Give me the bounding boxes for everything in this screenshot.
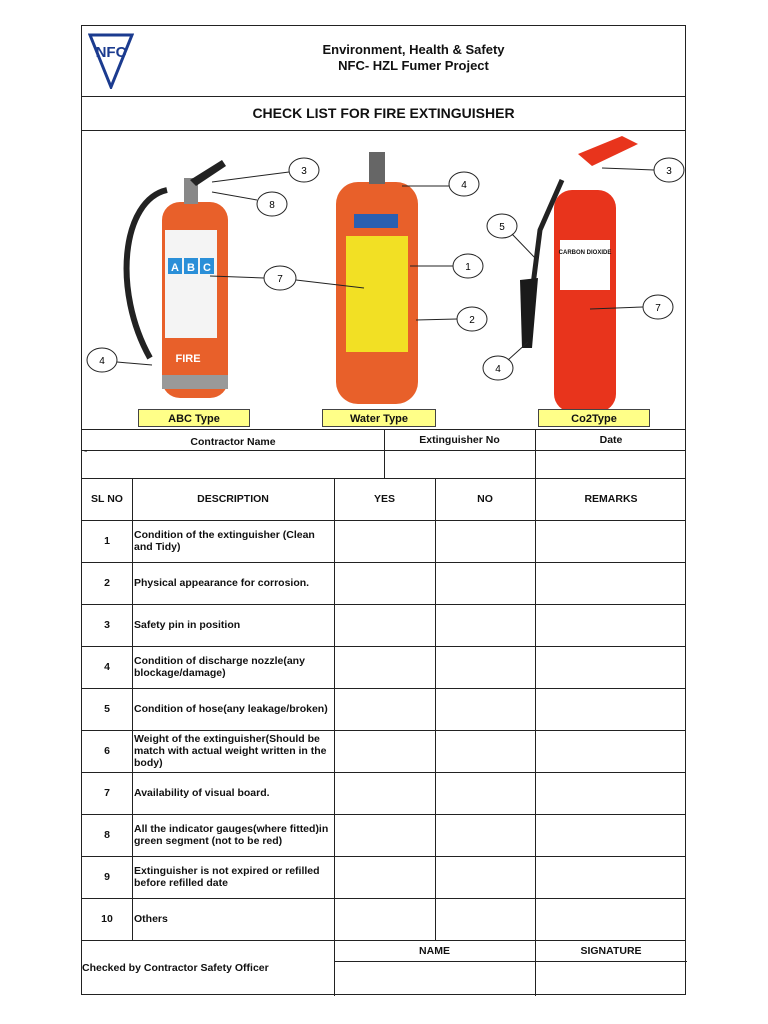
svg-text:4: 4	[99, 356, 105, 367]
extinguisher-illustration	[82, 130, 687, 430]
row-description: All the indicator gauges(where fitted)in green segment (not to be red)	[134, 823, 329, 847]
extinguisher-no-label: Extinguisher No	[419, 434, 500, 446]
svg-text:4: 4	[461, 180, 467, 191]
row-description: Availability of visual board.	[134, 787, 270, 799]
row-number: 9	[104, 871, 110, 883]
svg-text:4: 4	[495, 364, 501, 375]
row-number: 2	[104, 577, 110, 589]
row-description: Weight of the extinguisher(Should be match with actual weight written in the body)	[134, 733, 327, 769]
abc-type-label: ABC Type	[138, 409, 250, 427]
callout-1-water	[410, 254, 483, 278]
col-header-description: DESCRIPTION	[197, 493, 269, 505]
row-description: Condition of the extinguisher (Clean and Tidy)	[134, 529, 315, 553]
svg-text:3: 3	[666, 166, 672, 177]
date-field[interactable]	[535, 450, 687, 478]
header-line2: NFC- HZL Fumer Project	[338, 58, 489, 73]
co2-type-label: Co2Type	[538, 409, 650, 427]
co2-horn	[520, 278, 538, 348]
water-type-label: Water Type	[322, 409, 436, 427]
row-number: 10	[101, 913, 113, 925]
co2-handle	[578, 136, 638, 166]
abc-letter-a: A	[171, 262, 179, 274]
col-header-no: NO	[477, 493, 493, 505]
svg-text:1: 1	[465, 262, 471, 273]
row-description: Condition of hose(any leakage/broken)	[134, 703, 328, 715]
col-header-slno: SL NO	[91, 493, 123, 505]
extinguisher-no-field[interactable]	[384, 450, 535, 478]
logo-text: NFC	[95, 44, 127, 61]
extinguisher-images	[82, 130, 685, 430]
page-title: CHECK LIST FOR FIRE EXTINGUISHER	[82, 96, 685, 131]
header-line1: Environment, Health & Safety	[322, 42, 505, 57]
callout-3-co2	[602, 158, 684, 182]
row-description: Condition of discharge nozzle(any blockage/damage)	[134, 655, 305, 679]
signature-label: SIGNATURE	[580, 944, 642, 957]
water-cap	[369, 152, 385, 184]
row-number: 8	[104, 829, 110, 841]
row-number: 6	[104, 745, 110, 757]
abc-base-band	[162, 375, 228, 389]
row-number: 7	[104, 787, 110, 799]
abc-hose	[127, 190, 167, 358]
abc-letter-b: B	[187, 262, 195, 274]
callout-2-water	[416, 307, 487, 331]
name-label: NAME	[419, 944, 450, 957]
water-extinguisher	[336, 152, 418, 404]
callout-3-abc	[212, 158, 319, 182]
row-description: Safety pin in position	[134, 619, 241, 631]
col-header-yes: YES	[373, 493, 395, 505]
svg-text:3: 3	[301, 166, 307, 177]
abc-extinguisher	[127, 160, 228, 398]
abc-handle	[190, 160, 226, 186]
date-label: Date	[599, 434, 623, 446]
svg-text:7: 7	[277, 274, 283, 285]
row-number: 1	[104, 535, 110, 547]
callout-4-abc	[87, 348, 152, 372]
abc-label-panel	[165, 230, 217, 338]
signature-field[interactable]	[535, 961, 687, 994]
co2-extinguisher	[520, 136, 638, 412]
svg-text:5: 5	[499, 222, 505, 233]
row-number: 4	[104, 661, 110, 673]
svg-text:8: 8	[269, 200, 275, 211]
contractor-name-value[interactable]: -	[84, 445, 88, 457]
checklist-sheet	[81, 25, 686, 995]
name-field[interactable]	[334, 961, 535, 994]
row-description: Extinguisher is not expired or refilled before refilled date	[134, 865, 320, 889]
row-description: Others	[134, 913, 168, 925]
abc-letter-c: C	[203, 262, 211, 274]
abc-fire-text: FIRE	[175, 353, 201, 365]
header-text	[142, 42, 685, 74]
co2-body	[554, 190, 616, 412]
callout-5-co2	[487, 214, 537, 260]
row-description: Physical appearance for corrosion.	[134, 577, 310, 589]
svg-text:2: 2	[469, 315, 475, 326]
co2-label-panel	[560, 240, 610, 290]
checked-by-label: Checked by Contractor Safety Officer	[82, 962, 269, 974]
nfc-logo	[88, 31, 134, 89]
water-label-panel	[346, 236, 408, 352]
water-badge	[354, 214, 398, 228]
header	[82, 26, 685, 97]
co2-label-text: CARBON DIOXIDE	[558, 250, 612, 256]
svg-text:7: 7	[655, 303, 661, 314]
contractor-name-label: Contractor Name	[190, 436, 276, 448]
row-number: 5	[104, 703, 110, 715]
callout-4-co2	[483, 342, 528, 380]
col-header-remarks: REMARKS	[584, 493, 638, 505]
row-number: 3	[104, 619, 110, 631]
